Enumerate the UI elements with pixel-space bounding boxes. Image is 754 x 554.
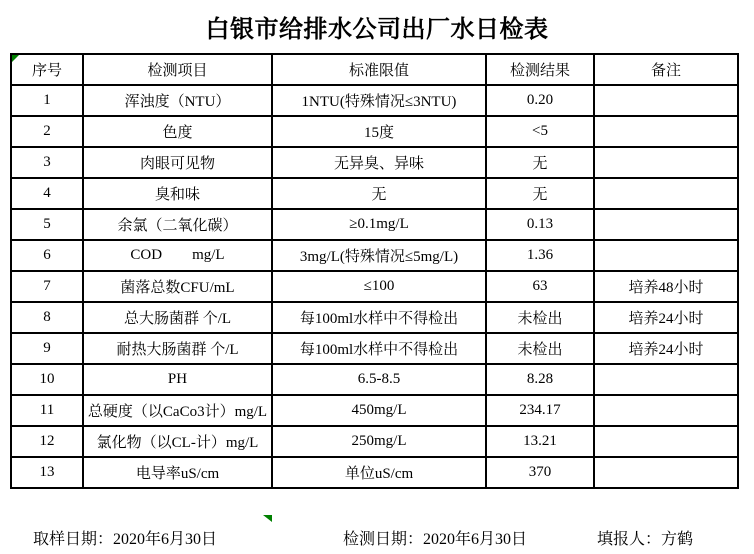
- table-row: [11, 457, 738, 488]
- cell-index: 6: [11, 240, 83, 271]
- cell-result: 1.36: [486, 240, 594, 271]
- cell-index: 8: [11, 302, 83, 333]
- header-limit: 标准限值: [272, 54, 486, 85]
- cell-item: PH: [83, 364, 272, 395]
- cell-index: 9: [11, 333, 83, 364]
- cell-index: 11: [11, 395, 83, 426]
- page-title: 白银市给排水公司出厂水日检表: [205, 17, 549, 43]
- cell-index: 13: [11, 457, 83, 488]
- test-date-text: 检测日期：2020年6月30日: [343, 531, 528, 548]
- cell-item: 浑浊度（NTU）: [83, 85, 272, 116]
- cell-result: 无: [486, 147, 594, 178]
- cell-result: 0.13: [486, 209, 594, 240]
- cell-note: [594, 116, 738, 147]
- cell-result: 未检出: [486, 333, 594, 364]
- cell-item: COD mg/L: [83, 240, 272, 271]
- cell-note: 培养24小时: [594, 333, 738, 364]
- cell-item: 色度: [83, 116, 272, 147]
- cell-item: 菌落总数CFU/mL: [83, 271, 272, 302]
- cell-result: 234.17: [486, 395, 594, 426]
- cell-limit: ≤100: [272, 271, 486, 302]
- cell-result: 63: [486, 271, 594, 302]
- cell-item: 总大肠菌群 个/L: [83, 302, 272, 333]
- table-row: [11, 333, 738, 364]
- cell-index: 2: [11, 116, 83, 147]
- header-result: 检测结果: [486, 54, 594, 85]
- table-row: [11, 85, 738, 116]
- header-item: 检测项目: [83, 54, 272, 85]
- cell-limit: 每100ml水样中不得检出: [272, 333, 486, 364]
- header-note: 备注: [594, 54, 738, 85]
- cell-note: 培养24小时: [594, 302, 738, 333]
- cell-result: 无: [486, 178, 594, 209]
- cell-index: 1: [11, 85, 83, 116]
- table-row: [11, 209, 738, 240]
- cell-item: 电导率uS/cm: [83, 457, 272, 488]
- cell-index: 7: [11, 271, 83, 302]
- sample-date-text: 取样日期：2020年6月30日: [33, 531, 218, 548]
- cell-result: 8.28: [486, 364, 594, 395]
- reporter-text: 填报人：方鹤: [597, 531, 694, 548]
- cell-note: [594, 426, 738, 457]
- cell-limit: 无异臭、异味: [272, 147, 486, 178]
- cell-limit: 每100ml水样中不得检出: [272, 302, 486, 333]
- cell-limit: 250mg/L: [272, 426, 486, 457]
- table-row: [11, 302, 738, 333]
- cell-index: 12: [11, 426, 83, 457]
- cell-limit: 无: [272, 178, 486, 209]
- cell-limit: 15度: [272, 116, 486, 147]
- header-index: 序号: [11, 54, 83, 85]
- table-body: [11, 85, 738, 488]
- cell-result: 未检出: [486, 302, 594, 333]
- cell-item: 氯化物（以CL-计）mg/L: [83, 426, 272, 457]
- table-header: [11, 54, 738, 85]
- cell-item: 总硬度（以CaCo3计）mg/L: [83, 395, 272, 426]
- header-row: [11, 54, 738, 85]
- table-row: [11, 271, 738, 302]
- table-row: [11, 147, 738, 178]
- cell-limit: 单位uS/cm: [272, 457, 486, 488]
- table-row: [11, 395, 738, 426]
- cell-index: 3: [11, 147, 83, 178]
- table-row: [11, 426, 738, 457]
- cell-result: 370: [486, 457, 594, 488]
- excel-bottom-flag-icon: [263, 515, 272, 522]
- cell-note: [594, 240, 738, 271]
- cell-item: 肉眼可见物: [83, 147, 272, 178]
- cell-limit: ≥0.1mg/L: [272, 209, 486, 240]
- cell-limit: 3mg/L(特殊情况≤5mg/L): [272, 240, 486, 271]
- cell-note: [594, 395, 738, 426]
- table-row: [11, 364, 738, 395]
- cell-index: 10: [11, 364, 83, 395]
- cell-note: [594, 178, 738, 209]
- footer: [0, 526, 754, 550]
- cell-limit: 450mg/L: [272, 395, 486, 426]
- table-row: [11, 240, 738, 271]
- inspection-table: [10, 53, 739, 489]
- cell-index: 4: [11, 178, 83, 209]
- cell-note: 培养48小时: [594, 271, 738, 302]
- cell-note: [594, 209, 738, 240]
- cell-limit: 1NTU(特殊情况≤3NTU): [272, 85, 486, 116]
- cell-note: [594, 364, 738, 395]
- cell-item: 余氯（二氧化碳）: [83, 209, 272, 240]
- cell-index: 5: [11, 209, 83, 240]
- cell-note: [594, 85, 738, 116]
- cell-result: <5: [486, 116, 594, 147]
- cell-note: [594, 457, 738, 488]
- cell-result: 13.21: [486, 426, 594, 457]
- cell-item: 耐热大肠菌群 个/L: [83, 333, 272, 364]
- table-row: [11, 178, 738, 209]
- cell-item: 臭和味: [83, 178, 272, 209]
- table-row: [11, 116, 738, 147]
- cell-limit: 6.5-8.5: [272, 364, 486, 395]
- cell-note: [594, 147, 738, 178]
- excel-corner-flag-icon: [12, 55, 19, 62]
- cell-result: 0.20: [486, 85, 594, 116]
